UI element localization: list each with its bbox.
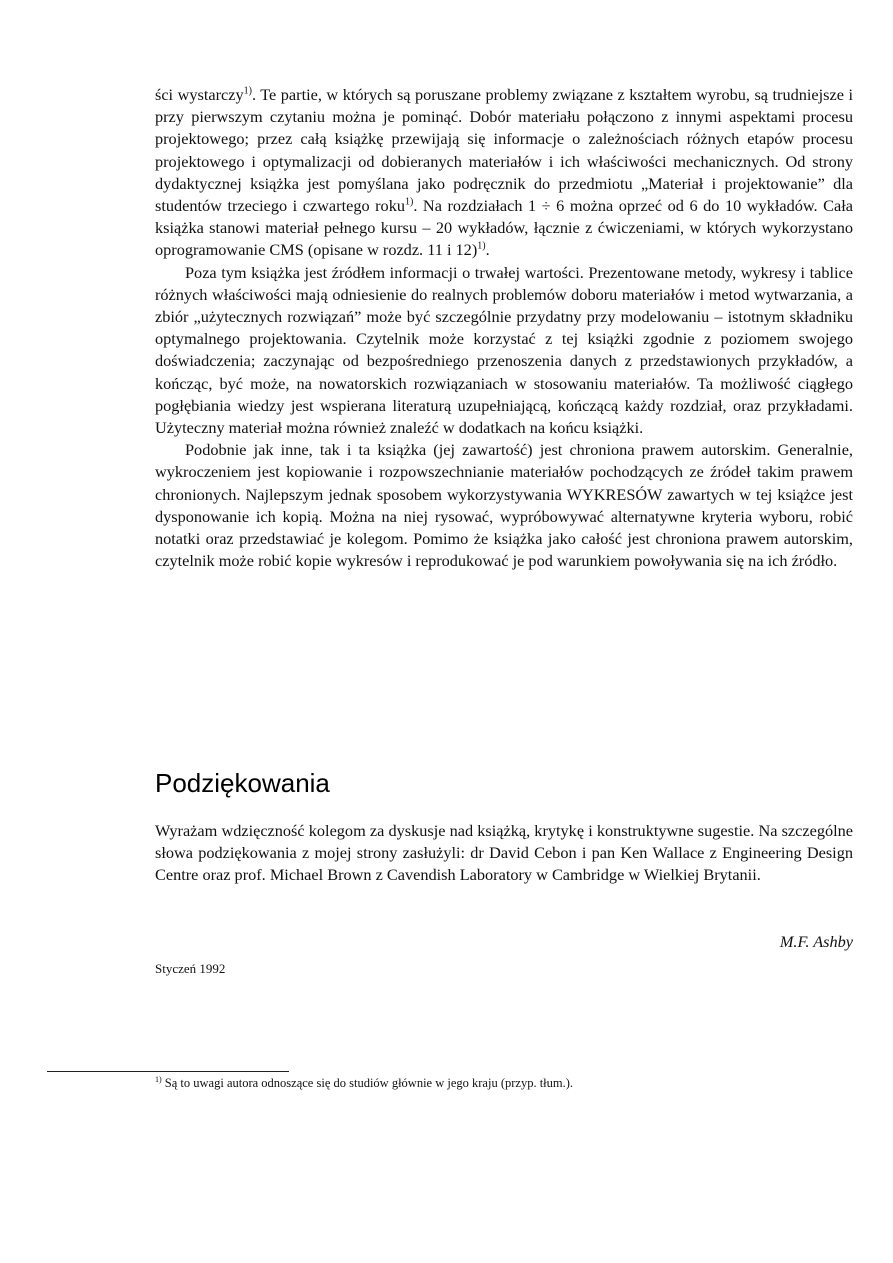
paragraph-intro-part-1: ści wystarczy — [155, 85, 244, 104]
paragraph-intro-part-4: . — [485, 240, 490, 260]
footnote-ref: 1) — [243, 85, 252, 97]
paragraph-value: Poza tym książka jest źródłem informacji o trwałej wartości. Prezentowane metody, wykresy i tablice różnych właściwości mają odniesienie do realnych problemów doboru materiałów i metod wytwarzania, a zbiór „użytecznych rozwiązań” może być szczególnie przydatny przy modelowaniu – istotnym składniku optymalnego projektowania. Czytelnik może korzystać z tej książki zgodnie z poziomem swojego doświadczenia; zaczynając od bezpośredniego przenoszenia danych z przedstawionych przykładów, a kończąc, być może, na nowatorskich rozwiązaniach w stosowaniu materiałów. Ta możliwość ciągłego pogłębiania wiedzy jest wspierana literaturą uzupełniającą, kończącą każdy rozdział, oraz przykładami. Użyteczny materiał można również znaleźć w dodatkach na końcu książki. — [155, 262, 853, 438]
footnote-text: Są to uwagi autora odnoszące się do studiów głównie w jego kraju (przyp. tłum.). — [164, 1076, 574, 1090]
paragraph-intro-part-3: . Na rozdziałach 1 ÷ 6 można oprzeć od 6 do 10 wykładów. Cała książka stanowi materiał pełnego kursu – 20 wykładów, łącznie z ćwiczeniami, w których wykorzystano oprogramowanie CMS (opisane w rozdz. 11 i 12) — [155, 196, 853, 260]
paragraph-intro — [155, 84, 853, 262]
footnote — [155, 1075, 573, 1092]
paragraph-copyright: Podobnie jak inne, tak i ta książka (jej zawartość) jest chroniona prawem autorskim. Generalnie, wykroczeniem jest kopiowanie i rozpowszechnianie materiałów pochodzących ze źródeł takim prawem chronionych. Najlepszym jednak sposobem wykorzystywania WYKRESÓW zawartych w tej książce jest dysponowanie ich kopią. Można na niej rysować, wypróbowywać alternatywne kryteria wyboru, robić notatki oraz przedstawiać je kolegom. Pomimo że książka jako całość jest chroniona prawem autorskim, czytelnik może robić kopie wykresów i reprodukować je pod warunkiem powoływania się na ich źródło. — [155, 440, 853, 571]
footnote-marker: 1) — [155, 1074, 162, 1084]
footnote-divider — [47, 1071, 289, 1072]
date-line: Styczeń 1992 — [155, 961, 226, 976]
acknowledgements-text: Wyrażam wdzięczność kolegom za dyskusje nad książką, krytykę i konstruktywne sugestie. Na szczególne słowa podziękowania z mojej strony zasłużyli: dr David Cebon i pan Ken Wallace z Engineering Design Centre oraz prof. Michael Brown z Cavendish Laboratory w Cambridge w Wielkiej Brytanii. — [155, 821, 853, 885]
footnote-ref: 1) — [404, 196, 414, 208]
author-signature: M.F. Ashby — [779, 932, 853, 951]
body-text — [155, 84, 853, 572]
footnote-ref: 1) — [477, 241, 486, 252]
paragraph-intro-part-2: . Te partie, w których są poruszane problemy związane z kształtem wyrobu, są trudniejsze i przy pierwszym czytaniu można je pominąć. Dobór materiału połączono z innymi aspektami procesu projektowego; przez całą książkę przewijają się informacje o zależnościach różnych etapów procesu projektowego i optymalizacji od dobieranych materiałów i ich właściwości mechanicznych. Od strony dydaktycznej książka jest pomyślana jako podręcznik do przedmiotu „Materiał i projektowanie” dla studentów trzeciego i czwartego roku — [155, 85, 853, 216]
section-heading-acknowledgements: Podziękowania — [155, 768, 330, 798]
